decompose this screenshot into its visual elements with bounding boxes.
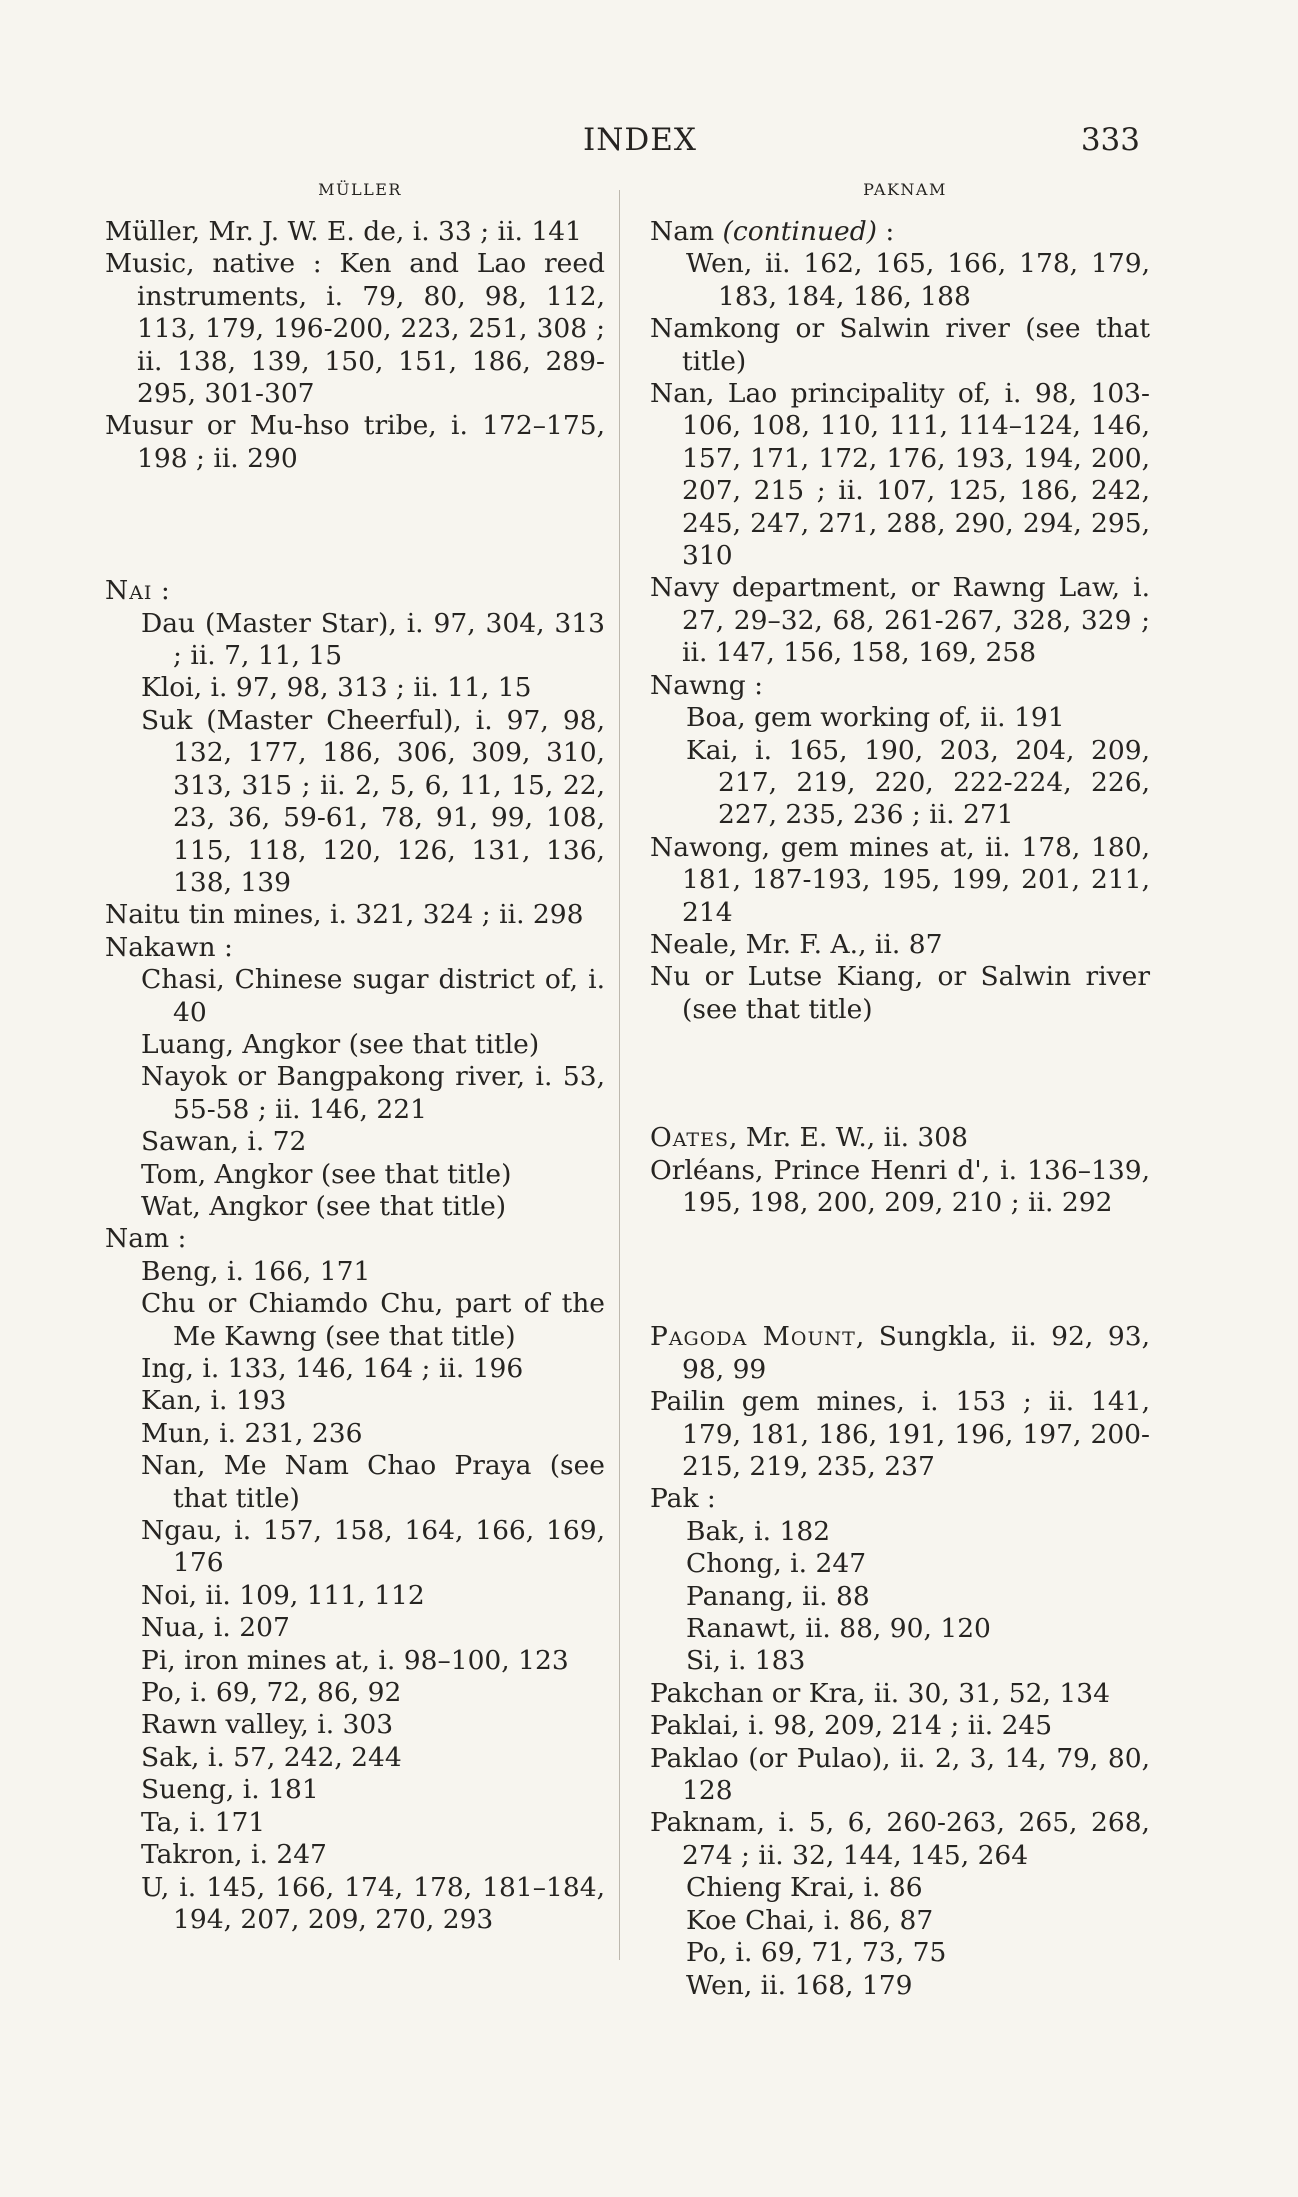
- index-entry: [105, 1223, 605, 1255]
- index-entry: [105, 899, 605, 931]
- entry-text: Ta, i. 171: [141, 1806, 266, 1838]
- index-subentry: [650, 735, 1150, 832]
- index-subentry: [105, 964, 605, 1029]
- entry-text: Luang, Angkor (see that title): [141, 1028, 540, 1060]
- entry-text: Pi, iron mines at, i. 98–100, 123: [141, 1644, 569, 1676]
- left-catchword: MÜLLER: [318, 180, 402, 199]
- entry-text: Nam :: [105, 1223, 187, 1255]
- entry-text: Nawong, gem mines at, ii. 178, 180, 181, 187-193, 195, 199, 201, 211, 214: [650, 831, 1150, 928]
- right-column: [650, 180, 1150, 2002]
- entry-text: Beng, i. 166, 171: [141, 1255, 371, 1287]
- entry-text: Music, native : Ken and Lao reed instruments, i. 79, 80, 98, 112, 113, 179, 196-200, 223, 251, 308 ; ii. 138, 139, 150, 151, 186, 289-295, 301-307: [105, 248, 605, 410]
- right-catchword: PAKNAM: [863, 180, 947, 199]
- entry-text: Neale, Mr. F. A., ii. 87: [650, 928, 943, 960]
- index-subentry: [105, 1353, 605, 1385]
- entry-text: Chong, i. 247: [686, 1548, 867, 1580]
- entry-text: Pailin gem mines, i. 153 ; ii. 141, 179, 181, 186, 191, 196, 197, 200-215, 219, 235, 237: [650, 1386, 1150, 1482]
- index-subentry: [105, 1839, 605, 1871]
- entry-text: Nu or Lutse Kiang, or Salwin river (see that title): [650, 961, 1150, 1025]
- index-entry: [650, 313, 1150, 378]
- entry-text: Noi, ii. 109, 111, 112: [141, 1579, 425, 1611]
- index-entry: [650, 961, 1150, 1026]
- entry-text: Panang, ii. 88: [686, 1580, 870, 1612]
- entry-text: Paklao (or Pulao), ii. 2, 3, 14, 79, 80, 128: [650, 1742, 1150, 1807]
- entry-text: Si, i. 183: [686, 1645, 806, 1677]
- index-entry: [650, 1678, 1150, 1710]
- index-subentry: [650, 1937, 1150, 1969]
- index-subentry: [105, 1288, 605, 1353]
- index-entry: [105, 575, 605, 607]
- entry-text: Naitu tin mines, i. 321, 324 ; ii. 298: [105, 899, 584, 931]
- entry-text: Mun, i. 231, 236: [141, 1417, 363, 1449]
- entry-text: Sak, i. 57, 242, 244: [141, 1741, 402, 1773]
- index-entry: [105, 216, 605, 248]
- index-subentry: [105, 1029, 605, 1061]
- index-subentry: [105, 1191, 605, 1223]
- entry-text: Wen, ii. 162, 165, 166, 178, 179, 183, 184, 186, 188: [686, 248, 1150, 312]
- entry-text: Navy department, or Rawng Law, i. 27, 29–32, 68, 261-267, 328, 329 ; ii. 147, 156, 158, 169, 258: [650, 572, 1150, 669]
- entry-text: Nua, i. 207: [141, 1612, 290, 1644]
- entry-text: Po, i. 69, 72, 86, 92: [141, 1677, 402, 1709]
- entry-text: Sueng, i. 181: [141, 1774, 319, 1806]
- index-entry: [650, 1155, 1150, 1220]
- entry-lead: Oates: [650, 1122, 729, 1154]
- entry-text: Müller, Mr. J. W. E. de, i. 33 ; ii. 141: [105, 216, 582, 247]
- entry-text: Orléans, Prince Henri d', i. 136–139, 195, 198, 200, 209, 210 ; ii. 292: [650, 1154, 1150, 1218]
- index-entry: [650, 378, 1150, 572]
- index-subentry: [105, 1515, 605, 1580]
- entry-text: Sawan, i. 72: [141, 1126, 307, 1158]
- entry-lead: Nai: [105, 575, 153, 607]
- entry-text: Takron, i. 247: [141, 1839, 327, 1871]
- index-entry: [650, 1386, 1150, 1483]
- index-subentry: [105, 672, 605, 704]
- column-divider: [619, 190, 620, 1960]
- entry-text: Bak, i. 182: [686, 1515, 831, 1547]
- entry-text: Koe Chai, i. 86, 87: [686, 1904, 934, 1936]
- entry-text: Paknam, i. 5, 6, 260-263, 265, 268, 274 ; ii. 32, 144, 145, 264: [650, 1807, 1150, 1871]
- index-entry: [650, 1483, 1150, 1515]
- index-entry: [650, 216, 1150, 248]
- entry-text: Wen, ii. 168, 179: [686, 1969, 913, 2001]
- section-gap: [105, 475, 605, 575]
- index-entry: [105, 410, 605, 475]
- section-gap: [650, 1219, 1150, 1321]
- entry-text: Dau (Master Star), i. 97, 304, 313 ; ii. 7, 11, 15: [141, 607, 605, 672]
- index-subentry: [650, 248, 1150, 313]
- index-subentry: [105, 1580, 605, 1612]
- entry-text: Paklai, i. 98, 209, 214 ; ii. 245: [650, 1710, 1053, 1742]
- entry-text: U, i. 145, 166, 174, 178, 181–184, 194, 207, 209, 270, 293: [141, 1871, 605, 1935]
- entry-text: Chasi, Chinese sugar district of, i. 40: [141, 964, 605, 1028]
- index-subentry: [105, 1256, 605, 1288]
- entry-text: Ngau, i. 157, 158, 164, 166, 169, 176: [141, 1515, 605, 1579]
- index-entry: [650, 1743, 1150, 1808]
- entry-text: Nawng :: [650, 669, 764, 701]
- index-entry: [650, 1710, 1150, 1742]
- entry-text: Suk (Master Cheerful), i. 97, 98, 132, 177, 186, 306, 309, 310, 313, 315 ; ii. 2, 5, 6, 11, 15, 22, 23, 36, 59-61, 78, 91, 99, 108, 115, 118, 120, 126, 131, 136, 138, 139: [141, 704, 605, 898]
- index-subentry: [650, 702, 1150, 734]
- entry-text: Ing, i. 133, 146, 164 ; ii. 196: [141, 1353, 524, 1384]
- index-entry: [105, 932, 605, 964]
- index-subentry: [105, 1061, 605, 1126]
- index-subentry: [105, 1774, 605, 1806]
- index-entry: [650, 1321, 1150, 1386]
- right-entries: [650, 216, 1150, 2002]
- index-subentry: [105, 1677, 605, 1709]
- entry-text: Kloi, i. 97, 98, 313 ; ii. 11, 15: [141, 672, 532, 704]
- entry-text: Musur or Mu-hso tribe, i. 172–175, 198 ; ii. 290: [105, 410, 605, 474]
- index-subentry: [650, 1548, 1150, 1580]
- entry-text: :: [152, 575, 170, 607]
- index-subentry: [105, 1709, 605, 1741]
- index-subentry: [105, 1385, 605, 1417]
- entry-text: Namkong or Salwin river (see that title): [650, 313, 1150, 377]
- index-subentry: [105, 608, 605, 673]
- index-subentry: [650, 1516, 1150, 1548]
- entry-tail: :: [877, 216, 895, 247]
- index-subentry: [650, 1970, 1150, 2002]
- index-entry: [650, 1122, 1150, 1154]
- index-entry: [650, 572, 1150, 669]
- entry-text: Nam: [650, 216, 723, 247]
- index-subentry: [105, 705, 605, 899]
- index-subentry: [105, 1126, 605, 1158]
- index-subentry: [105, 1159, 605, 1191]
- left-column: [105, 180, 605, 1936]
- entry-text: Wat, Angkor (see that title): [141, 1190, 507, 1222]
- index-subentry: [105, 1418, 605, 1450]
- entry-text: Po, i. 69, 71, 73, 75: [686, 1937, 947, 1969]
- entry-lead: Pagoda Mount: [650, 1321, 856, 1353]
- entry-text: Tom, Angkor (see that title): [141, 1158, 512, 1190]
- index-subentry: [105, 1450, 605, 1515]
- entry-text: Boa, gem working of, ii. 191: [686, 702, 1065, 734]
- index-entry: [650, 929, 1150, 961]
- entry-text: Pak :: [650, 1483, 716, 1515]
- index-subentry: [105, 1807, 605, 1839]
- index-subentry: [650, 1645, 1150, 1677]
- entry-text: , Mr. E. W., ii. 308: [728, 1122, 968, 1154]
- entry-italic: (continued): [722, 216, 877, 247]
- index-subentry: [105, 1872, 605, 1937]
- index-subentry: [105, 1612, 605, 1644]
- index-entry: [650, 670, 1150, 702]
- section-gap: [650, 1026, 1150, 1122]
- entry-text: Kai, i. 165, 190, 203, 204, 209, 217, 219, 220, 222-224, 226, 227, 235, 236 ; ii. 271: [686, 734, 1150, 831]
- entry-text: Pakchan or Kra, ii. 30, 31, 52, 134: [650, 1677, 1110, 1709]
- index-subentry: [650, 1581, 1150, 1613]
- index-subentry: [105, 1742, 605, 1774]
- entry-text: Nakawn :: [105, 931, 233, 963]
- index-subentry: [650, 1872, 1150, 1904]
- index-entry: [650, 1807, 1150, 1872]
- entry-text: Nayok or Bangpakong river, i. 53, 55-58 ; ii. 146, 221: [141, 1061, 605, 1125]
- entry-text: Ranawt, ii. 88, 90, 120: [686, 1613, 991, 1645]
- entry-text: Nan, Me Nam Chao Praya (see that title): [141, 1450, 605, 1514]
- index-entry: [105, 248, 605, 410]
- index-subentry: [650, 1905, 1150, 1937]
- entry-text: Chu or Chiamdo Chu, part of the Me Kawng (see that title): [141, 1288, 605, 1352]
- entry-text: Rawn valley, i. 303: [141, 1709, 394, 1741]
- page-number: 333: [1080, 122, 1140, 158]
- entry-text: Nan, Lao principality of, i. 98, 103-106, 108, 110, 111, 114–124, 146, 157, 171, 172, 176, 193, 194, 200, 207, 215 ; ii. 107, 125, 186, 242, 245, 247, 271, 288, 290, 294, 295, 310: [650, 378, 1150, 572]
- entry-text: , Sungkla, ii. 92, 93, 98, 99: [682, 1321, 1150, 1385]
- entry-text: Chieng Krai, i. 86: [686, 1872, 923, 1904]
- index-subentry: [650, 1613, 1150, 1645]
- index-subentry: [105, 1645, 605, 1677]
- left-entries: [105, 216, 605, 1936]
- running-title: INDEX: [583, 122, 697, 158]
- entry-text: Kan, i. 193: [141, 1385, 287, 1417]
- index-entry: [650, 832, 1150, 929]
